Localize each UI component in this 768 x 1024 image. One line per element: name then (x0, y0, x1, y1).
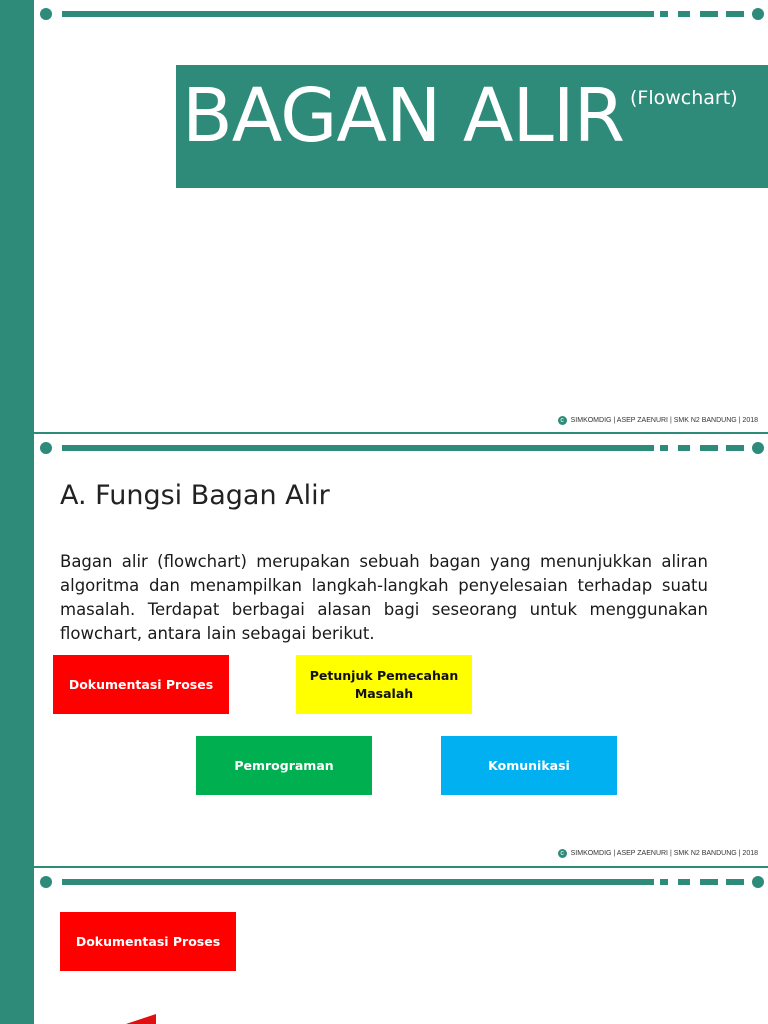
box-petunjuk-pemecahan-masalah: Petunjuk Pemecahan Masalah (296, 655, 472, 714)
dash-1 (660, 879, 668, 885)
title-box (176, 65, 768, 188)
section-heading: A. Fungsi Bagan Alir (60, 480, 330, 511)
dot-right (752, 876, 764, 888)
slide-3 (34, 868, 768, 1024)
footer-text: SIMKOMDIG | ASEP ZAENURI | SMK N2 BANDUNG | 2018 (570, 850, 758, 857)
slide-footer (558, 849, 758, 858)
dash-4 (726, 879, 744, 885)
footer-text: SIMKOMDIG | ASEP ZAENURI | SMK N2 BANDUNG | 2018 (570, 417, 758, 424)
dot-left (40, 442, 52, 454)
dash-1 (660, 11, 668, 17)
top-decoration (34, 442, 768, 454)
dash-2 (678, 879, 690, 885)
top-decoration (34, 8, 768, 20)
line-bar (62, 879, 654, 885)
box-komunikasi: Komunikasi (441, 736, 617, 795)
dash-4 (726, 445, 744, 451)
slide-1 (34, 0, 768, 432)
dash-4 (726, 11, 744, 17)
red-arrow-shape (126, 1014, 156, 1024)
cc-icon: c (558, 416, 567, 425)
dash-3 (700, 445, 718, 451)
dot-left (40, 8, 52, 20)
section-paragraph: Bagan alir (flowchart) merupakan sebuah bagan yang menunjukkan aliran algoritma dan menampilkan langkah-langkah penyelesaian terhadap suatu masalah. Terdapat berbagai alasan bagi seseorang untuk menggunakan flowchart, antara lain sebagai berikut. (60, 552, 708, 643)
slide-2 (34, 434, 768, 866)
dash-3 (700, 879, 718, 885)
slide-title: BAGAN ALIR (182, 73, 625, 159)
line-bar (62, 445, 654, 451)
dash-3 (700, 11, 718, 17)
line-bar (62, 11, 654, 17)
dot-right (752, 8, 764, 20)
cc-icon: c (558, 849, 567, 858)
top-decoration (34, 876, 768, 888)
dot-left (40, 876, 52, 888)
dash-2 (678, 11, 690, 17)
box-dokumentasi-proses: Dokumentasi Proses (53, 655, 229, 714)
slide-subtitle: (Flowchart) (630, 87, 738, 109)
sidebar-accent (0, 0, 34, 1024)
dot-right (752, 442, 764, 454)
dash-1 (660, 445, 668, 451)
dash-2 (678, 445, 690, 451)
box-pemrograman: Pemrograman (196, 736, 372, 795)
box-dokumentasi-proses: Dokumentasi Proses (60, 912, 236, 971)
slide-footer (558, 416, 758, 425)
